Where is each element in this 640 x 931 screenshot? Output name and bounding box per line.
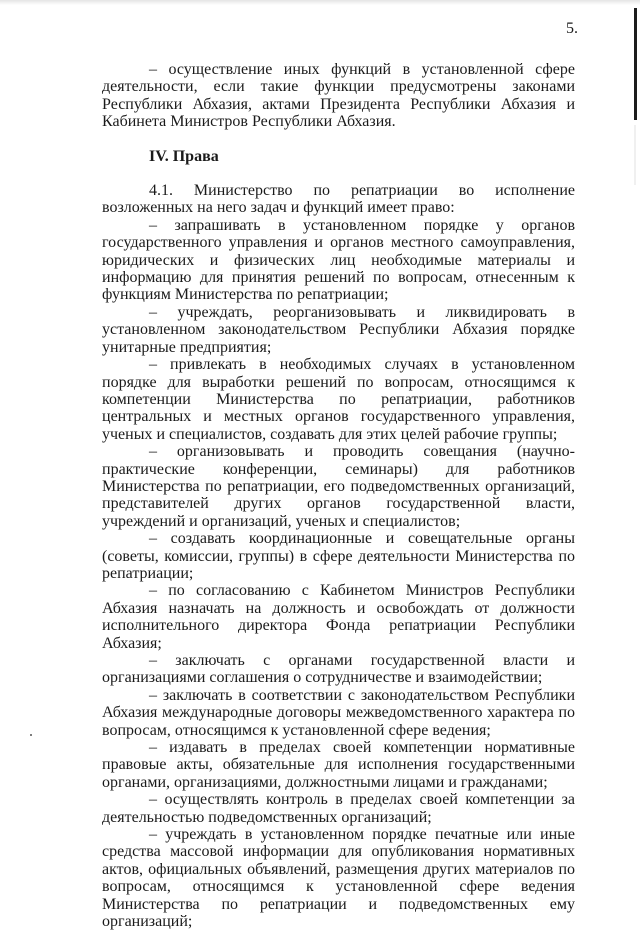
document-body: [102, 61, 575, 931]
scan-edge-mark-faint: [634, 125, 636, 185]
page-number: 5.: [566, 20, 578, 37]
rights-item: – учреждать в установленном порядке печатные или иные средства массовой информации для опубликования нормативных актов, официальных объявлений, размещения других материалов по вопросам, относящимся к установленной сфере ведения Министерства по репатриации и подведомственных ему организаций;: [102, 826, 575, 931]
rights-item: – запрашивать в установленном порядке у органов государственного управления и органов местного самоуправления, юридических и физических лиц необходимые материалы и информацию для принятия решений по вопросам, отнесенным к функциям Министерства по репатриации;: [102, 216, 575, 304]
rights-item: – заключать в соответствии с законодательством Республики Абхазия международные договоры межведомственного характера по вопросам, относящимся к установленной сфере ведения;: [102, 686, 575, 739]
intro-list-item: – осуществление иных функций в установленной сфере деятельности, если такие функции предусмотрены законами Республики Абхазия, актами Президента Республики Абхазия и Кабинета Министров Республики Абхазия.: [102, 61, 575, 131]
scan-speck: [30, 734, 32, 736]
rights-item: – осуществлять контроль в пределах своей компетенции за деятельностью подведомственных организаций;: [102, 791, 575, 826]
rights-item: – издавать в пределах своей компетенции нормативные правовые акты, обязательные для исполнения государственными органами, организациями, должностными лицами и гражданами;: [102, 739, 575, 791]
section-heading: IV. Права: [149, 147, 219, 165]
rights-item: – заключать с органами государственной власти и организациями соглашения о сотрудничестве и взаимодействии;: [102, 652, 575, 687]
rights-item: – привлекать в необходимых случаях в установленном порядке для выработки решений по вопросам, относящимся к компетенции Министерства по репатриации, работников центральных и местных органов государственного управления, ученых и специалистов, создавать для этих целей рабочие группы;: [102, 356, 575, 443]
rights-item: – по согласованию с Кабинетом Министров Республики Абхазия назначать на должность и освобождать от должности исполнительного директора Фонда репатриации Республики Абхазия;: [102, 582, 575, 652]
lead-paragraph: 4.1. Министерство по репатриации во исполнение возложенных на него задач и функций имеет право:: [102, 182, 575, 217]
rights-item: – организовывать и проводить совещания (научно-практические конференции, семинары) для работников Министерства по репатриации, его подведомственных организаций, представителей других органов государственной власти, учреждений и организаций, ученых и специалистов;: [102, 443, 575, 530]
rights-item: – создавать координационные и совещательные органы (советы, комиссии, группы) в сфере деятельности Министерства по репатриации;: [102, 530, 575, 582]
rights-item: – учреждать, реорганизовывать и ликвидировать в установленном законодательством Республики Абхазия порядке унитарные предприятия;: [102, 303, 575, 356]
scan-edge-mark: [634, 8, 637, 120]
scan-top-shadow: [0, 0, 640, 5]
